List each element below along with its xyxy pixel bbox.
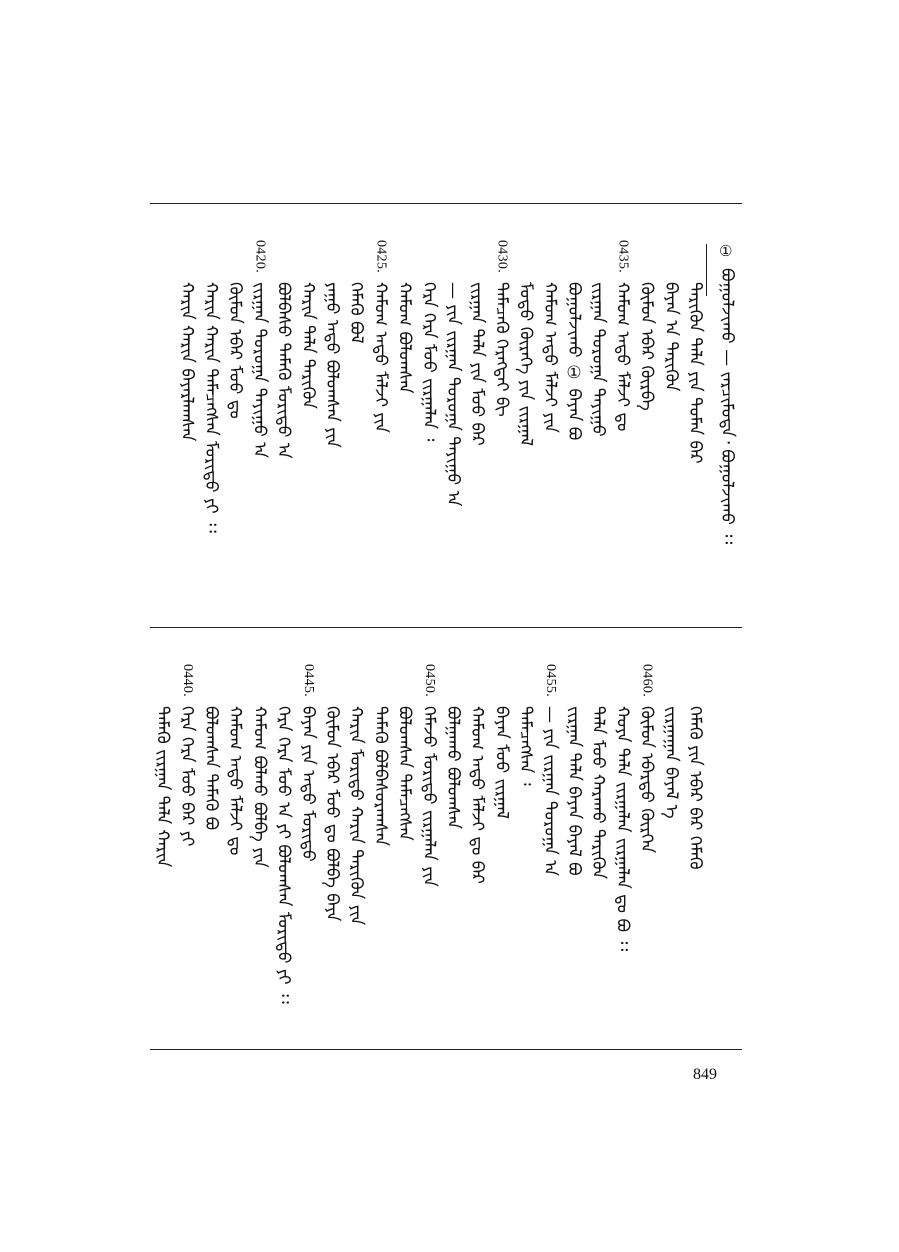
verse-line-text: ᠬᠠᠮᠤᠭ ᠠᠳᠤ ᠮᠠᠯᠵᠢ ᠶᠢᠨ [370, 282, 391, 433]
verse-line-text: ᠪᠣᠭᠣᠯᠵᠢᠬᠤ ① ᠪᠠᠶᠠᠨ ᠪᠣ [564, 282, 584, 441]
verse-line-text: ᠪᠣᠯᠪᠠᠰᠤ ᠲᠡᠮᠡᠬᠦ ᠮᠣᠷᠢᠳᠤ ᠠ [273, 282, 294, 459]
verse-line-text: ᠬᠠᠷᠢᠨ ᠬᠠᠷᠢᠨ ᠲᠡᠮᠡᠴᠡᠭᠰᠡᠨ ᠮᠣᠷᠢᠳᠤ ᠶᠢ ᠄᠄ [201, 282, 221, 533]
line-number-text: 0430. [494, 240, 510, 273]
verse-line-text: ᠪᠣᠯᠣᠭᠰᠠᠨ ᠲᠡᠮᠡᠴᠡᠭᠰᠡᠨ [394, 706, 415, 841]
verse-line-text: ᠬᠠᠮᠤᠭ ᠪᠣᠯᠬᠤ ᠪᠣᠯᠪᠠ ᠶᠢᠨ [249, 706, 270, 868]
verse-line-text: ᠲᠡᠷᠢᠭᠦᠨ ᠲᠠᠯᠠ ᠶᠢᠨ ᠲᠤᠮᠡᠨ ᠪᠡᠷ [685, 282, 705, 464]
verse-line-text: ᠬᠠᠷᠢᠨ ᠬᠠᠷᠢᠨ ᠪᠠᠶᠠᠷᠯᠠᠭᠰᠠᠨ [176, 282, 197, 442]
verse-line-text: ᠬᠠᠮᠤᠭ ᠠᠳᠤ ᠮᠠᠯᠵᠢ ᠳᠤ ᠪᠡᠷ [467, 706, 488, 884]
line-number-text: 0425. [373, 240, 389, 273]
verse-line-text: ᠵᠢᠷᠭᠠᠭᠠᠨ ᠪᠡᠶᠡᠯ ᠡ [660, 706, 681, 819]
verse-line-text: ᠵᠢᠷᠭᠠᠨ ᠳᠣᠷᠣᠭᠠ ᠲᠠᠶᠢᠭᠤ ᠠ [249, 282, 270, 459]
verse-line-text: ᠵᠢᠷᠭᠠᠨ ᠲᠠᠯᠠ ᠶᠢᠨ ᠮᠤᠤ ᠪᠡᠷ [467, 282, 488, 446]
verse-line-text: ᠬᠦᠮᠦᠨ ᠡᠪᠡᠷ ᠬᠦᠷᠪᠡ [636, 282, 657, 411]
line-number-text: 0450. [421, 664, 437, 697]
page-number: 849 [693, 1066, 717, 1083]
top-rule [150, 203, 742, 204]
line-number-text: 0420. [252, 240, 268, 273]
verse-line-text: — ᠶᠢᠨ ᠵᠢᠷᠭᠠᠨ ᠳᠣᠷᠣᠭᠠ ᠠ [539, 706, 560, 877]
verse-line-text: ᠬᠠᠷᠢᠨ ᠮᠣᠷᠢᠳᠤ ᠬᠠᠷᠢᠨ ᠲᠡᠷᠢᠭᠦᠨ ᠶᠢᠨ [346, 706, 367, 926]
verse-line-text: ᠲᠡᠮᠡᠬᠦ ᠵᠢᠷᠭᠠᠨ ᠲᠠᠯᠠ ᠬᠠᠷᠢᠨ [152, 706, 173, 868]
footnote-marker: ① [719, 242, 733, 260]
verse-line-text: ᠲᠠᠯᠠ ᠮᠤᠤ ᠬᠠᠷᠠᠬᠤ ᠲᠡᠷᠢᠭᠦᠨ [588, 706, 609, 880]
verse-line-text: ᠬᠦᠮᠦᠨ ᠡᠪᠡᠷ ᠮᠤᠤ ᠳᠤ ᠪᠣᠯᠪᠠ ᠪᠡᠶᠡ [322, 706, 342, 922]
verse-line-text: ᠵᠢᠷᠭᠠᠨ ᠲᠠᠯᠠ ᠪᠠᠶᠠᠨ ᠪᠡᠶᠡᠯ ᠪᠣ [564, 706, 584, 876]
verse-line-text: ᠶᠠᠭᠤ ᠠᠳᠤ ᠪᠣᠯᠣᠭᠰᠠᠨ ᠶᠢᠨ [322, 282, 342, 448]
verse-line-text: ᠬᠠᠮᠤᠭ ᠪᠣᠯᠣᠭᠰᠠᠨ [394, 282, 415, 394]
line-number-text: 0435. [615, 240, 631, 273]
verse-line-text: ᠬᠠᠮᠤᠭ ᠠᠳᠤ ᠮᠠᠯᠵᠢ ᠳᠤ [612, 282, 633, 432]
footnote-text: ᠪᠣᠭᠣᠯᠵᠢᠬᠤ — ᠵᠠᠷᠴᠢᠮᠤᠳᠠ᠂ ᠪᠣᠭᠣᠯᠵᠢᠬᠤ ᠄᠄ [717, 268, 737, 545]
line-number-text: 0440. [179, 664, 195, 697]
footnote [714, 242, 740, 545]
line-number-text: 0460. [639, 664, 655, 697]
verse-line-text: ᠬᠠᠷᠢᠨ ᠲᠠᠯᠠ ᠲᠡᠷᠢᠭᠦᠨ [297, 282, 318, 409]
verse-line-text: ᠬᠡᠷᠡ ᠬᠡᠷᠡ ᠮᠤᠤ ᠵᠢᠷᠭᠠᠯᠠᠨ ᠄ [418, 282, 439, 442]
middle-rule [150, 627, 742, 628]
verse-line-text: ᠵᠢᠷᠭᠠᠨ ᠳᠣᠷᠣᠭᠠ ᠲᠠᠶᠢᠭᠤ [588, 282, 609, 437]
verse-line-text: ᠪᠣᠯᠣᠭᠰᠠᠨ ᠲᠡᠮᠡᠬᠦ ᠪᠣ [201, 706, 221, 831]
verse-line-text: ᠬᠠᠮᠤᠭ ᠠᠳᠤ ᠮᠠᠯᠵᠢ ᠶᠢᠨ [539, 282, 560, 433]
verse-line-text: ᠲᠡᠮᠡᠴᠡᠬᠦ ᠬᠡᠷᠡᠭᠲᠡᠢ ᠪᠢ [491, 282, 512, 417]
line-number-text: 0445. [300, 664, 316, 697]
verse-line-text: ᠬᠡᠷᠡ ᠬᠡᠷᠡ ᠮᠤᠤ ᠪᠡᠷ ᠶᠢ [176, 706, 197, 847]
verse-line-text: ᠬᠡᠮᠡᠵᠦ ᠮᠣᠷᠢᠳᠤ ᠵᠢᠷᠭᠠᠯᠠᠨ ᠶᠢᠨ [418, 706, 439, 887]
verse-line-text: ᠮᠣᠳᠣ ᠬᠦᠷᠡᠭᠡ ᠶᠢᠨ ᠵᠢᠷᠭᠠᠯ [515, 282, 536, 447]
verse-line-text: ᠪᠠᠶᠠᠨ ᠠ ᠲᠡᠷᠢᠭᠦᠨ [660, 282, 681, 392]
verse-line-text: ᠪᠠᠶᠠᠨ ᠮᠤᠤ ᠵᠢᠷᠭᠠᠯ [491, 706, 512, 820]
line-number-text: 0455. [542, 664, 558, 697]
verse-line-text: ᠪᠣᠯᠭᠠᠬᠤ ᠪᠣᠯᠣᠭᠰᠠᠨ [443, 706, 463, 830]
verse-line-text: ᠬᠠᠮᠤᠭ ᠠᠳᠤ ᠮᠠᠯᠵᠢ ᠳᠤ [225, 706, 246, 856]
verse-line-text: — ᠶᠢᠨ ᠵᠢᠷᠭᠠᠨ ᠳᠣᠷᠣᠭᠠ ᠲᠠᠶᠢᠭᠤ ᠠ [443, 282, 463, 507]
verse-line-text: ᠬᠦᠮᠦᠨ ᠡᠪᠡᠷ ᠮᠤᠤ ᠳᠤ [225, 282, 246, 419]
verse-line-text: ᠲᠡᠮᠡᠬᠦ ᠪᠣᠯᠪᠠᠰᠤᠷᠠᠭᠰᠠᠨ [370, 706, 391, 846]
verse-line-text: ᠲᠡᠮᠡᠴᠡᠭᠰᠡᠨ ᠄ [515, 706, 536, 786]
bottom-rule [150, 1049, 742, 1050]
verse-line-text: ᠪᠠᠶᠠᠨ ᠶᠢᠨ ᠠᠳᠤ ᠮᠣᠷᠢᠳᠤ [297, 706, 318, 862]
verse-line-text: ᠬᠣᠶᠠ ᠲᠠᠯᠠ ᠵᠢᠷᠭᠠᠯᠠᠨ ᠵᠢᠷᠭᠠᠯᠠᠨ ᠳᠤ ᠪᠣ ᠄᠄ [612, 706, 633, 952]
verse-line-text: ᠬᠡᠷᠡ ᠬᠡᠷᠡ ᠮᠤᠤ ᠠ ᠶᠢ ᠪᠣᠯᠣᠭᠰᠠᠨ ᠮᠣᠷᠢᠳᠤ ᠶᠢ ᠄᠄ [273, 706, 294, 1004]
verse-line-text: ᠬᠡᠮᠡᠬᠦ ᠶᠢᠨ ᠡᠪᠡᠷ ᠪᠡᠷ ᠬᠡᠮᠡᠬᠦ [685, 706, 705, 870]
verse-line-text: ᠬᠦᠮᠦᠨ ᠡᠪᠡᠷᠲᠦ ᠬᠦᠷᠭᠡᠨ [636, 706, 657, 854]
verse-line-text: ᠬᠡᠮᠡᠬᠦ ᠪᠣᠯ [346, 282, 367, 344]
